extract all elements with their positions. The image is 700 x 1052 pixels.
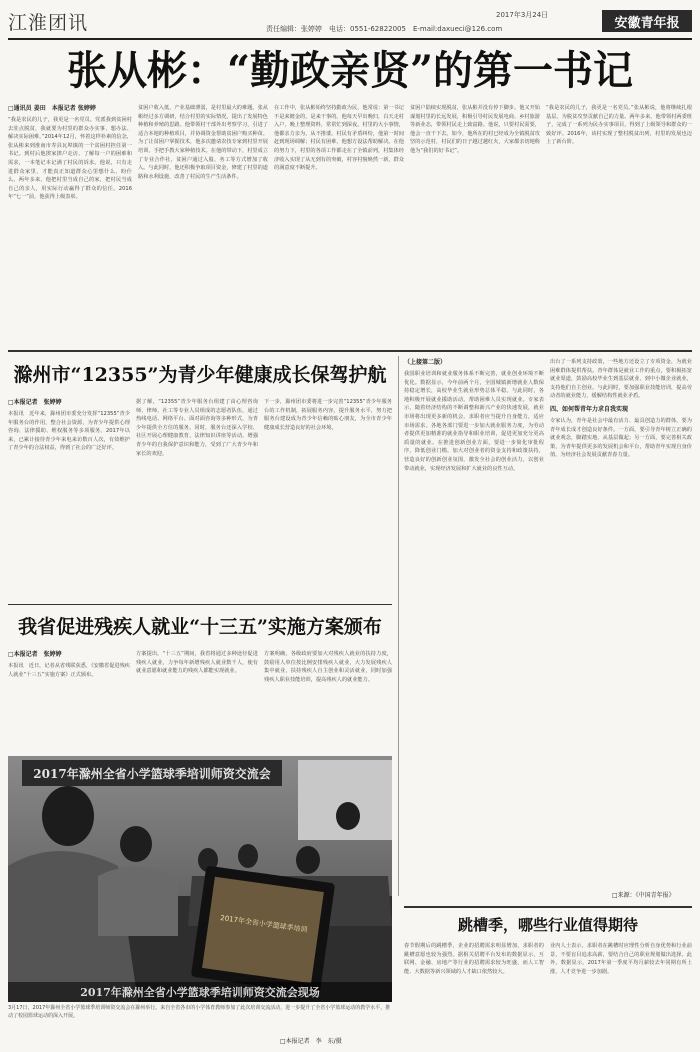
page-header xyxy=(8,6,692,40)
photo-illustration xyxy=(8,756,392,1002)
lead-column-5: “我是农民的儿子，我更是一名党员。”张从彬说，他将继续扎根基层，为脱贫攻坚贡献自己的力量。两年多来，他带领村两委班子，完成了一系列为民办实事项目，得到了上级领导和群众的一致好评。2016年，该村实现了整村脱贫出列，村里的发展也迈上了新台阶。 xyxy=(546,105,692,146)
lead-column-1 xyxy=(8,104,132,344)
section-title: 江淮团讯 xyxy=(8,12,89,34)
photo-overlay-text: 2017年滁州全省小学篮球季培训师资交流会现场 xyxy=(80,986,320,999)
article2-byline: □本报记者 张婷婷 xyxy=(8,399,62,406)
screen-text: 2017年全省小学篮球季培训 xyxy=(219,913,308,935)
article2-text-1: 本报讯 近年来，滁州团市委充分发挥“12355”青少年服务台的作用，整合社会资源，为青少年提供心理咨询、法律援助、维权服务等多项服务。2017年以来，已累计接待青少年来电来访数百人次，有效维护了青少年的合法权益，得到了社会的广泛好评。 xyxy=(8,411,130,452)
lead-byline: □通讯员 姜田 本报记者 张婷婷 xyxy=(8,105,96,112)
article4-subhead: 四、如何帮青年力求自我实现 xyxy=(550,405,629,413)
lead-column-3: 在工作中，张从彬始终坚持勤政为民，他常说：第一书记不是来镀金的，是来干事的。他每天早出晚归，白天走村入户，晚上整理资料，常常忙到深夜。村里的大小事情，他都亲力亲为，从不推诿。村民有矛盾纠纷，他第一时间赶到现场调解；村民有困难，他想方设法帮助解决。在他的努力下，村里的各项工作都走在了全镇前列，村集体经济收入实现了从无到有的突破，村容村貌焕然一新，群众的满意度不断提升。 xyxy=(274,105,404,172)
lead-column-4: 贫困户陆续实现脱贫，张从彬并没有停下脚步。他又开始谋划村里的长远发展，积极引导村民发展电商、乡村旅游等新业态，带领村民走上致富路。他说，只要村民需要，他会一直干下去。如今，他所在的村已经成为全镇脱贫攻坚的示范村，村民们的日子越过越红火，大家都亲切地称他为“我们的好书记”。 xyxy=(410,105,540,154)
article3-column-2: 方案提出，“十三五”期间，我省将通过多种途径促进残疾人就业，力争每年新增残疾人就业数千人，使有就业意愿和就业能力的残疾人都能实现就业。 xyxy=(136,651,258,675)
article3-headline: 我省促进残疾人就业“十三五”实施方案颁布 xyxy=(18,616,382,638)
event-photo xyxy=(8,756,392,1002)
person-head xyxy=(42,786,94,846)
lead-column-2: 贫困户收入低，产业基础薄弱，是村里最大的难题。张从彬经过多方调研，结合村里的实际情况，提出了发展特色种植和养殖的思路。他带领村干部外出考察学习，引进了适合本地的种植项目，并协调资金帮助贫困户购买种苗。为了让贫困户掌握技术，他多次邀请农技专家到村里开展培训，手把手教大家种植技术。在他的带动下，村里成立了专业合作社，贫困户通过入股、务工等方式增加了收入。与此同时，他还积极争取项目资金，修建了村里的道路和水利设施，改善了村民的生产生活条件。 xyxy=(138,105,268,180)
editor-info: 责任编辑：张婷婷 电话：0551-62822005 E-mail:daxueci@126.com xyxy=(266,25,503,33)
article2-column-1 xyxy=(8,398,130,596)
article4-label: （上接第二版） xyxy=(404,359,447,366)
box-divider xyxy=(404,906,692,908)
article4-credit: □来源：《中国青年报》 xyxy=(612,892,675,899)
article-divider xyxy=(8,604,392,605)
article2-column-2: 据了解，“12355”青少年服务台组建了由心理咨询师、律师、社工等专业人员组成的志愿者队伍，通过热线电话、网络平台、面对面咨询等多种形式，为青少年提供全方位的服务。同时，服务台还深入学校、社区开展心理健康教育、法律知识讲座等活动，增强青少年的自我保护意识和能力，受到了广大青少年和家长的欢迎。 xyxy=(136,399,258,457)
column-divider xyxy=(398,356,399,896)
banner-text: 2017年滁州全省小学篮球季培训师资交流会 xyxy=(33,767,271,781)
article5-headline: 跳槽季，哪些行业值得期待 xyxy=(457,916,638,934)
article5-column-1: 春节假期后的跳槽季，企业的招聘需求明显增加，求职者的跳槽意愿也较为强烈。据相关招聘平台发布的数据显示，互联网、金融、房地产等行业的招聘需求较为旺盛，而人工智能、大数据等新兴领域的人才缺口依然较大。 xyxy=(404,943,544,975)
article4-text-2: 出台了一系列支持政策，一些地方还设立了专项资金，为就业困难群体提供帮扶。青年群体是就业工作的重点，要积极拓宽就业渠道，鼓励高校毕业生到基层就业、到中小微企业就业，支持他们自主创业。与此同时，要加强职业技能培训，提高劳动者的就业能力，缓解结构性就业矛盾。 xyxy=(550,359,692,400)
section-divider xyxy=(8,350,692,352)
lead-text-1: “我是农民的儿子，我更是一名党员。党派我到贫困村去驻点脱贫，我就要为村里的群众办实事、想办法、解决实际困难。”2014年12月，怀着这样朴素的信念，张从彬来到淮南市寿县瓦埠镇的一个贫困村担任第一书记。到村后他挨家挨户走访，了解每一户的困难和需求，一本笔记本记满了村民的诉求。他说，只有走进群众家里，才能真正知道群众心里想什么、盼什么。两年多来，他把村里当成自己的家，把村民当成自己的亲人，用实际行动赢得了群众的信任。2016年“七一”前，他获得上级表彰。 xyxy=(8,117,132,201)
issue-date: 2017年3月24日 xyxy=(496,11,549,19)
article3-byline: □本报记者 张婷婷 xyxy=(8,651,62,658)
photo-caption: 3月17日，2017年滁州全省小学篮球季培训师资交流会在滁州举行。来自全省各市的小学体育教师参加了此次培训交流活动，进一步提升了全省小学篮球运动的教学水平，推动了校园篮球运动的深入开展。 xyxy=(8,1005,391,1019)
article3-text-1: 本报讯 近日，记者从省残联获悉，《安徽省促进残疾人就业“十三五”实施方案》正式颁布。 xyxy=(8,663,130,678)
article2-column-3: 下一步，滁州团市委将进一步完善“12355”青少年服务台的工作机制，拓展服务内容，提升服务水平，努力把服务台建设成为青少年信赖的贴心朋友，为全市青少年健康成长营造良好的社会环境。 xyxy=(264,399,392,431)
article4-column-2 xyxy=(550,358,692,898)
article3-column-1 xyxy=(8,650,130,746)
article3-column-3: 方案明确，各级政府要加大对残疾人就业的扶持力度，鼓励用人单位按比例安排残疾人就业，大力发展残疾人集中就业，扶持残疾人自主创业和灵活就业，同时加强残疾人职业技能培训，提高残疾人的就业能力。 xyxy=(264,651,392,683)
article4-text: 我国职业培训和就业服务体系不断完善，就业创业环境不断优化。数据显示，今年前两个月，全国城镇新增就业人数保持稳定增长，高校毕业生就业形势总体平稳。与此同时，各地积极开展就业援助活动，帮助困难人员实现就业。专家表示，随着经济结构的不断调整和新兴产业的快速发展，就业市场将出现更多新的机会，求职者应当提升自身能力，适应市场需求。各地各部门要进一步加大就业服务力度，为劳动者提供更加精准的就业指导和职业培训，促进更加充分更高质量的就业。在推进创新创业方面，要进一步简化审批程序，降低创业门槛，加大对创业者的资金支持和政策扶持，营造良好的创新创业氛围，激发全社会的创业活力，以创业带动就业，实现经济发展和扩大就业的良性互动。 xyxy=(404,371,544,472)
newspaper-logo: 安徽青年报 xyxy=(602,10,692,32)
article2-headline: 滁州市“12355”为青少年健康成长保驾护航 xyxy=(13,364,387,386)
photo-credit: □本报记者 李 东/摄 xyxy=(280,1038,342,1045)
article5-column-2: 业内人士表示，求职者在跳槽时应理性分析自身优势和行业前景，不要盲目追求高薪，要结合自己的职业规划做出选择。此外，数据显示，2017年第一季度平均月薪较去年同期有所上涨，人才竞争进一步加剧。 xyxy=(550,943,692,975)
article4-text-3: 专家认为，青年是社会中最有活力、最具创造力的群体，要为青年成长成才创造良好条件。一方面，要引导青年树立正确的就业观念，脚踏实地、从基层做起；另一方面，要完善相关政策，为青年提供更多的发展机会和平台，帮助青年实现自身价值，为经济社会发展贡献青春力量。 xyxy=(550,417,692,459)
article4-column-1 xyxy=(404,358,544,898)
lead-headline: 张从彬：“勤政亲贤”的第一书记 xyxy=(66,47,633,94)
